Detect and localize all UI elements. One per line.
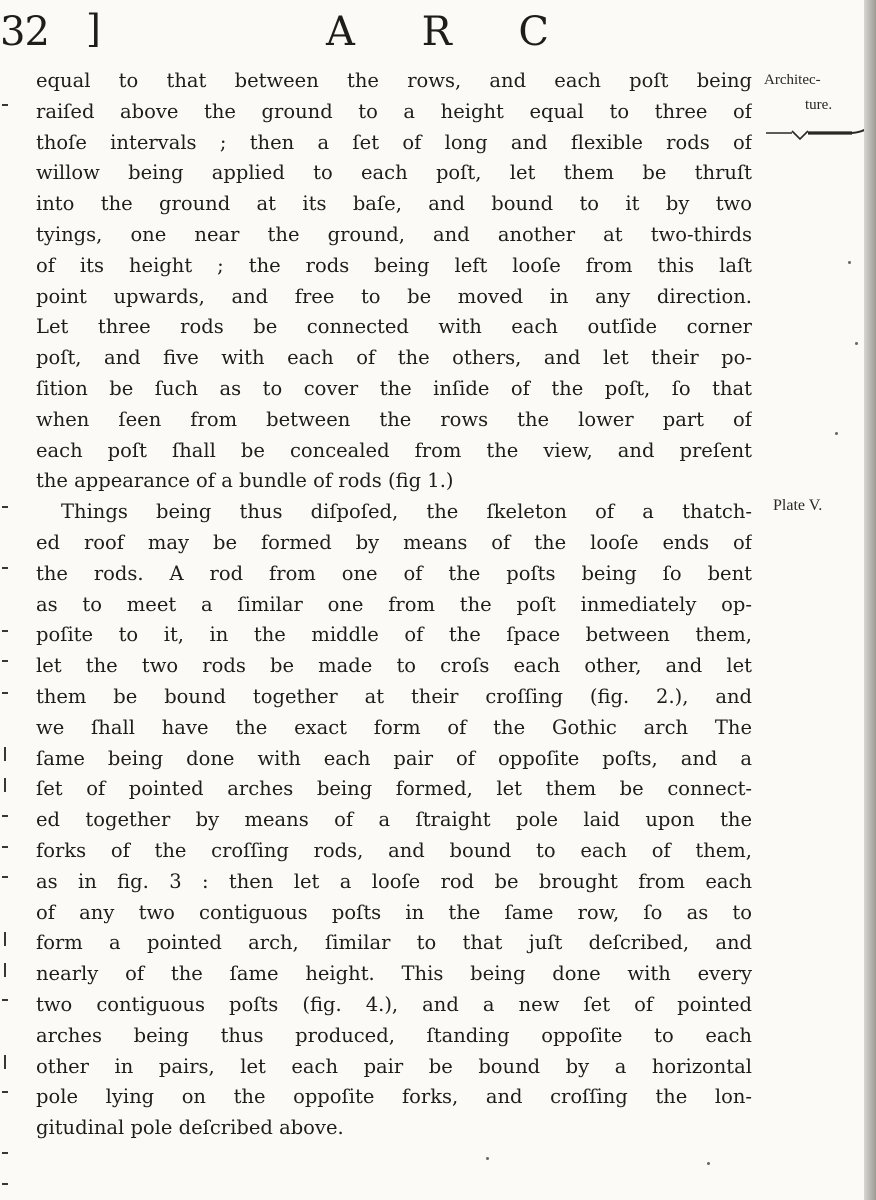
sidenote-plate-reference: Plate V. [773,497,823,514]
margin-mark [4,778,6,792]
text-line-31: two contiguous poſts (fig. 4.), and a new ſet of pointed [36,992,752,1016]
text-line-16: ed roof may be formed by means of the looſe ends of [36,530,752,554]
margin-mark [2,815,8,817]
margin-mark [2,999,8,1001]
text-line-3: thoſe intervals ; then a ſet of long and flexible rods of [36,130,752,154]
text-line-35: gitudinal pole deſcribed above. [36,1116,344,1140]
margin-mark [2,630,8,632]
ink-speck [707,1162,710,1165]
text-line-29: form a pointed arch, ſimilar to that juſt deſcribed, and [36,931,752,955]
text-line-10: poſt, and five with each of the others, and let their po- [36,346,752,370]
text-line-13: each poſt ſhall be concealed from the view, and preſent [36,438,752,462]
text-line-33: other in pairs, let each pair be bound by a horizontal [36,1054,752,1078]
margin-mark [4,747,6,761]
text-line-6: tyings, one near the ground, and another at two-thirds [36,222,752,246]
text-line-4: willow being applied to each poſt, let them be thruſt [36,161,752,185]
margin-mark [2,1152,8,1154]
main-text-column [36,66,752,1144]
text-line-21: them be bound together at their croſſing (fig. 2.), and [36,684,752,708]
text-line-14: the appearance of a bundle of rods (fig 1.) [36,469,454,493]
running-head-title: A R C [326,9,577,55]
margin-mark [2,1091,8,1093]
text-line-30: nearly of the ſame height. This being done with every [36,962,752,986]
margin-mark [4,1055,6,1069]
page-number: 32 [0,9,49,55]
text-line-5: into the ground at its baſe, and bound to it by two [36,192,752,216]
margin-mark [2,846,8,848]
text-line-8: point upwards, and free to be moved in any direction. [36,284,752,308]
text-line-2: raiſed above the ground to a height equal to three of [36,99,752,123]
margin-mark [2,692,8,694]
text-line-22: we ſhall have the exact form of the Gothic arch The [36,715,752,739]
ink-speck [835,432,838,435]
margin-mark [2,1183,8,1185]
sidenote-architecture-line1: Architec- [764,72,821,88]
text-line-19: poſite to it, in the middle of the ſpace between them, [36,623,752,647]
text-line-27: as in fig. 3 : then let a looſe rod be brought from each [36,869,752,893]
margin-mark [2,104,8,106]
text-line-28: of any two contiguous poſts in the ſame row, ſo as to [36,900,752,924]
text-line-18: as to meet a ſimilar one from the poſt inmediately op- [36,592,752,616]
sidenote-ornament-icon [764,122,874,144]
text-line-20: let the two rods be made to croſs each other, and let [36,654,752,678]
text-line-34: pole lying on the oppoſite forks, and croſſing the lon- [36,1085,752,1109]
text-line-7: of its height ; the rods being left looſe from this laſt [36,253,752,277]
ink-speck [486,1157,489,1160]
text-line-1: equal to that between the rows, and each poſt being [36,69,752,92]
margin-mark [4,932,6,946]
text-line-24: ſet of pointed arches being formed, let them be connect- [36,777,752,801]
text-line-12: when ſeen from between the rows the lower part of [36,407,752,431]
text-line-9: Let three rods be connected with each outſide corner [36,315,752,339]
margin-mark [2,660,8,662]
margin-mark [4,963,6,977]
text-line-17: the rods. A rod from one of the poſts being ſo bent [36,561,752,585]
margin-mark [2,567,8,569]
page-edge-shadow [864,0,876,1200]
header-bracket: ] [86,7,101,51]
text-line-32: arches being thus produced, ſtanding oppoſite to each [36,1023,752,1047]
sidenote-architecture-line2: ture. [805,97,833,113]
ink-speck [855,342,858,345]
ink-speck [848,261,851,264]
text-line-25: ed together by means of a ſtraight pole laid upon the [36,808,752,832]
margin-mark [2,876,8,878]
text-line-23: ſame being done with each pair of oppoſite poſts, and a [36,746,752,770]
margin-mark [2,506,8,508]
text-line-26: forks of the croſſing rods, and bound to each of them, [36,838,752,862]
text-line-15: Things being thus diſpoſed, the ſkeleton of a thatch- [61,500,752,524]
text-line-11: ſition be ſuch as to cover the inſide of the poſt, ſo that [36,376,752,400]
